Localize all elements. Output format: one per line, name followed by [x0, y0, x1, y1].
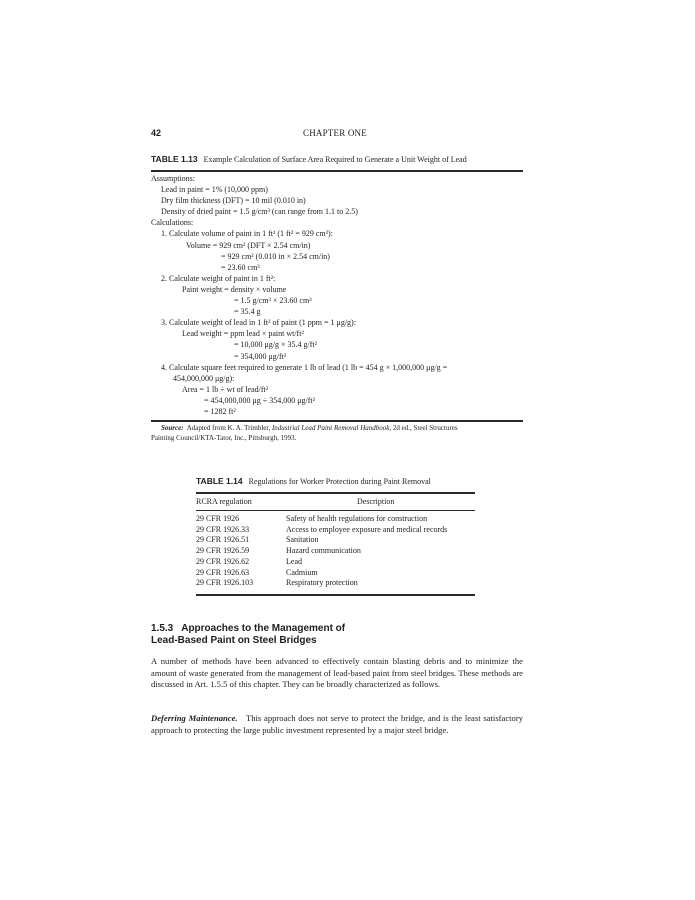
t13-line: 454,000,000 μg/g):: [173, 373, 235, 383]
table-cell: Hazard communication: [286, 546, 361, 556]
paragraph-2-run-in-head: Deferring Maintenance.: [151, 713, 238, 723]
t13-line: Assumptions:: [151, 174, 196, 183]
source-label: Source:: [161, 424, 184, 432]
table-1-14-title: Regulations for Worker Protection during Paint Removal: [248, 477, 431, 486]
table-cell: Lead: [286, 556, 302, 566]
section-title-line-1: Approaches to the Management of: [181, 623, 346, 634]
t13-line: 3. Calculate weight of lead in 1 ft² of paint (1 ppm = 1 μg/g):: [161, 318, 356, 328]
table-cell: 29 CFR 1926.63: [196, 567, 250, 577]
running-head: CHAPTER ONE: [303, 128, 367, 138]
paragraph-1: A number of methods have been advanced to effectively contain blasting debris and to minimize the amount of waste generated from the management of lead-based paint from steel bridges. These methods are discussed in Art. 1.5.5 of this chapter. They can be broadly characterized as follows.: [151, 656, 523, 690]
source-text-1: Adapted from K. A. Trimbler,: [186, 424, 272, 432]
t13-line: = 23.60 cm³: [221, 262, 260, 272]
table-cell: Cadmium: [286, 567, 318, 577]
table-cell: 29 CFR 1926.59: [196, 546, 250, 556]
table-1-13-top-rule: [151, 170, 523, 172]
section-title-line-2: Lead-Based Paint on Steel Bridges: [151, 634, 317, 646]
table-1-14-col-header-description: Description: [357, 497, 395, 506]
t13-line: = 454,000,000 μg ÷ 354,000 μg/ft²: [204, 395, 315, 405]
table-1-13-bottom-rule: [151, 420, 523, 422]
section-number: 1.5.3: [151, 623, 174, 634]
table-1-14-bottom-rule: [196, 594, 475, 596]
t13-line: Area = 1 lb ÷ wt of lead/ft²: [182, 384, 269, 394]
t13-line: = 1.5 g/cm³ × 23.60 cm³: [234, 296, 312, 306]
table-1-13-title: Example Calculation of Surface Area Required to Generate a Unit Weight of Lead: [203, 155, 467, 164]
paragraph-2-text: This approach does not serve to protect the bridge, and is the least satisfactory approach to protecting the large public investment represented by a major steel bridge.: [151, 713, 523, 735]
t13-line: Calculations:: [151, 218, 194, 228]
table-1-13-caption: [151, 154, 467, 164]
t13-line: Volume = 929 cm² (DFT × 2.54 cm/in): [186, 240, 311, 250]
t13-line: = 929 cm² (0.010 in × 2.54 cm/in): [221, 251, 330, 261]
table-cell: 29 CFR 1926.103: [196, 578, 254, 588]
section-heading: [151, 623, 345, 646]
table-1-14-col-header-regulation: RCRA regulation: [196, 497, 252, 506]
t13-line: Density of dried paint = 1.5 g/cm³ (can range from 1.1 to 2.5): [161, 207, 358, 217]
table-1-14-col-description: [286, 514, 447, 589]
table-cell: 29 CFR 1926: [196, 514, 240, 523]
table-1-14-header-rule: [196, 510, 475, 511]
t13-line: = 35.4 g: [234, 307, 261, 317]
t13-line: = 10,000 μg/g × 35.4 g/ft²: [234, 340, 318, 350]
table-1-13-label: TABLE 1.13: [151, 154, 198, 164]
t13-line: Lead in paint = 1% (10,000 ppm): [161, 185, 268, 195]
t13-line: 4. Calculate square feet required to generate 1 lb of lead (1 lb = 454 g × 1,000,000 μg/g =: [161, 362, 448, 372]
source-line-2: Painting Council/KTA-Tator, Inc., Pittsburgh, 1993.: [151, 433, 297, 442]
table-1-13-source: [151, 424, 458, 443]
table-1-13-body: [151, 173, 447, 417]
table-1-14-label: TABLE 1.14: [196, 476, 243, 486]
table-1-14-caption: [196, 476, 431, 486]
source-text-2: 2d ed., Steel Structures: [391, 424, 458, 432]
t13-line: = 354,000 μg/ft²: [234, 351, 287, 361]
table-1-14-col-regulation: [196, 514, 253, 589]
table-cell: 29 CFR 1926.33: [196, 524, 250, 534]
t13-line: 2. Calculate weight of paint in 1 ft²:: [161, 273, 276, 283]
table-cell: Sanitation: [286, 535, 319, 545]
table-cell: 29 CFR 1926.51: [196, 535, 250, 545]
t13-line: Paint weight = density × volume: [182, 284, 287, 294]
source-title: Industrial Lead Paint Removal Handbook,: [271, 424, 392, 432]
table-cell: 29 CFR 1926.62: [196, 556, 250, 566]
paragraph-2: [151, 713, 523, 736]
table-1-14-top-rule: [196, 492, 475, 494]
t13-line: Dry film thickness (DFT) = 10 mil (0.010 in): [161, 196, 306, 206]
table-cell: Respiratory protection: [286, 578, 358, 588]
table-cell: Safety of health regulations for construction: [286, 514, 428, 523]
table-cell: Access to employee exposure and medical records: [286, 524, 448, 534]
t13-line: = 1282 ft²: [204, 406, 236, 416]
page-number: 42: [151, 128, 162, 138]
t13-line: Lead weight = ppm lead × paint wt/ft²: [182, 329, 304, 339]
t13-line: 1. Calculate volume of paint in 1 ft² (1 ft² = 929 cm²):: [161, 229, 333, 239]
